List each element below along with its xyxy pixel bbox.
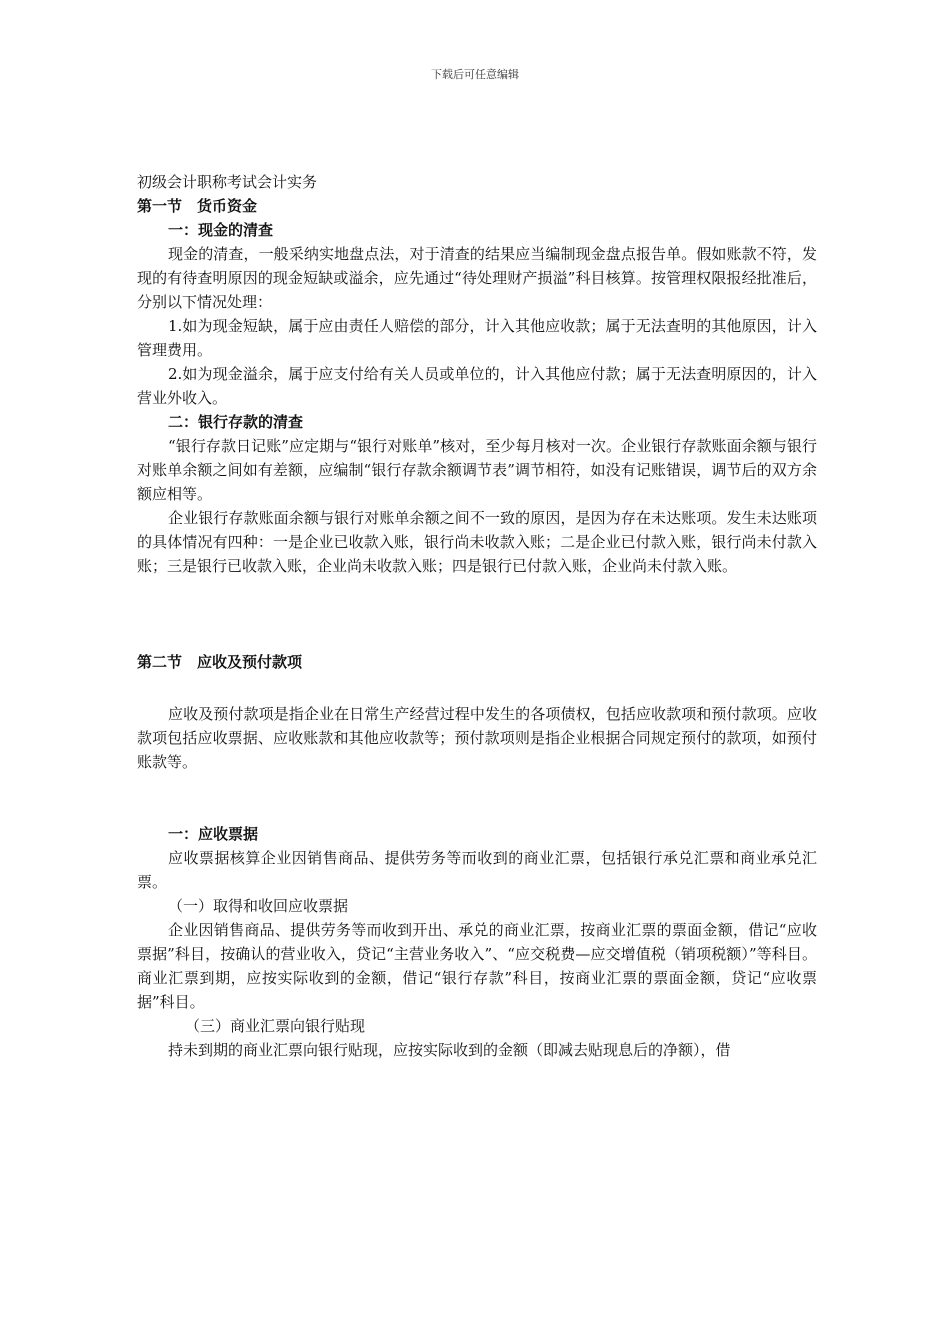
- notes-subheading-3: （三）商业汇票向银行贴现: [185, 1017, 366, 1035]
- notes-paragraph-1: 应收票据核算企业因销售商品、提供劳务等而收到的商业汇票，包括银行承兑汇票和商业承兑汇票。: [137, 849, 817, 891]
- notes-paragraph-2: 企业因销售商品、提供劳务等而收到开出、承兑的商业汇票，按商业汇票的票面金额，借记“应收票据”科目，按确认的营业收入，贷记“主营业务收入”、“应交税费—应交增值税（销项税额）”等科目。商业汇票到期，应按实际收到的金额，借记“银行存款”科目，按商业汇票的票面金额，贷记“应收票据”科目。: [137, 921, 817, 1011]
- bank-paragraph-2: 企业银行存款账面余额与银行对账单余额之间不一致的原因，是因为存在未达账项。发生未达账项的具体情况有四种：一是企业已收款入账，银行尚未收款入账；二是企业已付款入账，银行尚未付款入账；三是银行已收款入账，企业尚未收款入账；四是银行已付款入账，企业尚未付款入账。: [137, 509, 817, 575]
- cash-item-1: 1.如为现金短缺，属于应由责任人赔偿的部分，计入其他应收款；属于无法查明的其他原因，计入管理费用。: [137, 317, 817, 359]
- section-1-heading: 第一节 货币资金: [137, 197, 258, 215]
- subsection-cash-heading: 一：现金的清查: [168, 221, 274, 239]
- document-body: [137, 170, 817, 1062]
- notes-subheading-1: （一）取得和收回应收票据: [168, 897, 349, 915]
- page-header-note: 下载后可任意编辑: [431, 68, 519, 81]
- bank-paragraph-1: “银行存款日记账”应定期与“银行对账单”核对，至少每月核对一次。企业银行存款账面余额与银行对账单余额之间如有差额，应编制“银行存款余额调节表”调节相符，如没有记账错误，调节后的双方余额应相等。: [137, 437, 817, 503]
- subsection-bank-heading: 二：银行存款的清查: [168, 413, 304, 431]
- document-title: 初级会计职称考试会计实务: [137, 173, 318, 191]
- section-2-intro: 应收及预付款项是指企业在日常生产经营过程中发生的各项债权，包括应收款项和预付款项。应收款项包括应收票据、应收账款和其他应收款等；预付款项则是指企业根据合同规定预付的款项，如预付账款等。: [137, 705, 817, 771]
- spacer: [137, 774, 817, 822]
- spacer: [137, 578, 817, 626]
- notes-paragraph-3: 持未到期的商业汇票向银行贴现，应按实际收到的金额（即减去贴现息后的净额），借: [168, 1041, 731, 1059]
- subsection-notes-heading: 一：应收票据: [168, 825, 259, 843]
- cash-paragraph: 现金的清查，一般采纳实地盘点法，对于清查的结果应当编制现金盘点报告单。假如账款不符，发现的有待查明原因的现金短缺或溢余，应先通过“待处理财产损溢”科目核算。按管理权限报经批准后，分别以下情况处理：: [137, 245, 817, 311]
- spacer: [137, 674, 817, 698]
- section-2-heading: 第二节 应收及预付款项: [137, 653, 303, 671]
- cash-item-2: 2.如为现金溢余，属于应支付给有关人员或单位的，计入其他应付款；属于无法查明原因的，计入营业外收入。: [137, 365, 817, 407]
